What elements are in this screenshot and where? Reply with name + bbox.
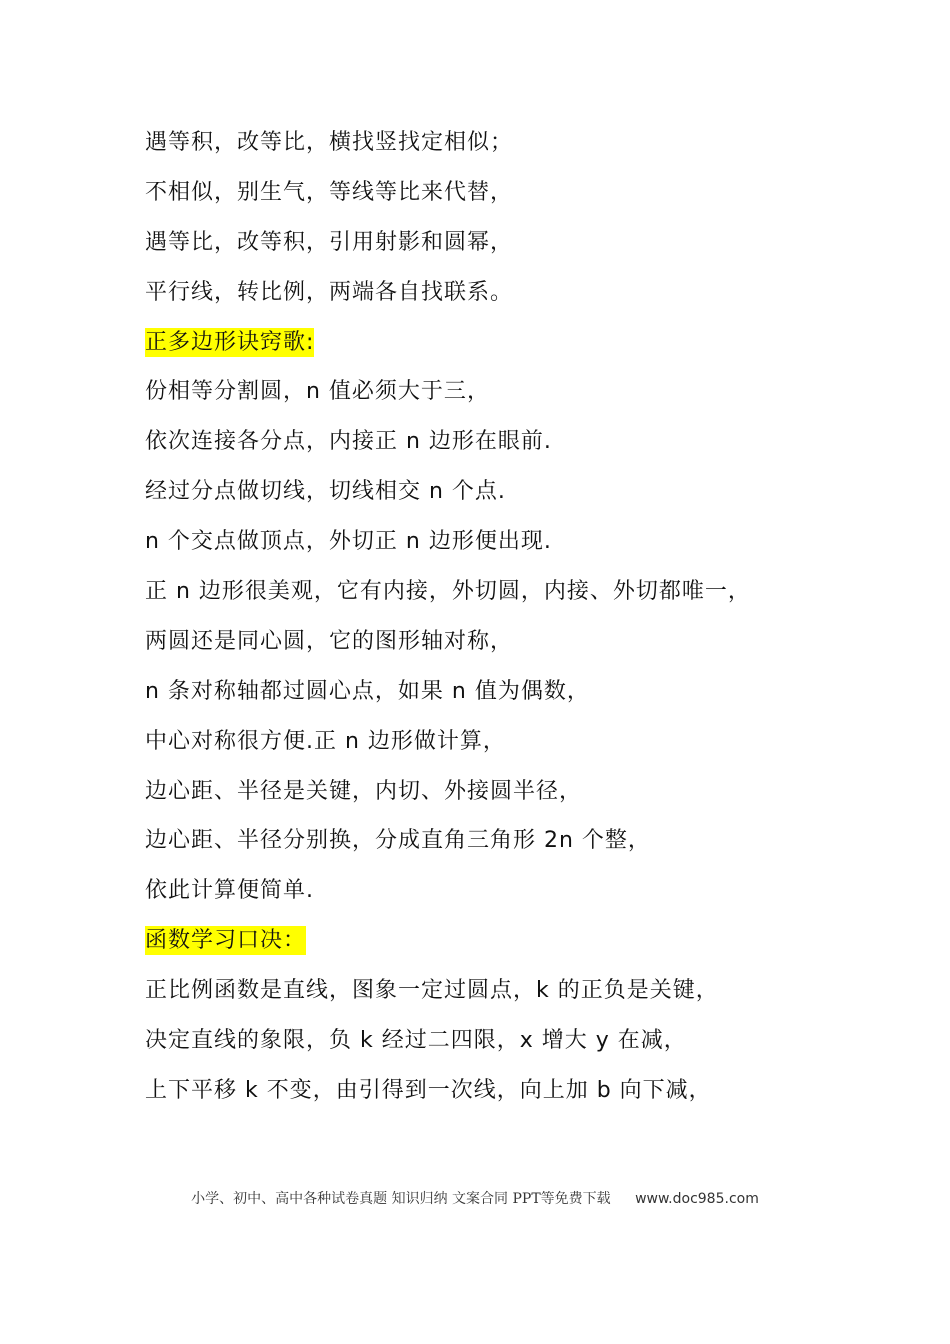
text-line: 依此计算便简单. [145,878,314,904]
text-line: 决定直线的象限，负 k 经过二四限，x 增大 y 在减， [145,1028,687,1054]
text-line: n 条对称轴都过圆心点，如果 n 值为偶数， [145,678,590,704]
text-line: n 个交点做顶点，外切正 n 边形便出现. [145,529,552,555]
text-line: 两圆还是同心圆，它的图形轴对称， [145,628,514,654]
text-line: 上下平移 k 不变，由引得到一次线，向上加 b 向下减， [145,1077,712,1103]
page-footer [0,1188,950,1208]
text-line: 平行线，转比例，两端各自找联系。 [145,279,514,305]
text-line: 依次连接各分点，内接正 n 边形在眼前. [145,429,552,455]
section-heading-polygon [145,318,845,368]
footer-url[interactable]: www.doc985.com [635,1191,759,1207]
highlighted-heading-text: 函数学习口决： [145,928,307,954]
text-line: 遇等比，改等积，引用射影和圆幂， [145,229,514,255]
text-line: 遇等积，改等比，横找竖找定相似； [145,130,514,155]
text-line: 份相等分割圆，n 值必须大于三， [145,379,490,405]
text-line: 不相似，别生气，等线等比来代替， [145,179,514,205]
text-line: 正比例函数是直线，图象一定过圆点，k 的正负是关键， [145,978,719,1004]
text-line: 中心对称很方便.正 n 边形做计算， [145,728,506,754]
text-line: 边心距、半径分别换，分成直角三角形 2n 个整， [145,828,651,854]
document-body [145,118,845,1116]
text-line: 经过分点做切线，切线相交 n 个点. [145,479,506,505]
section-heading-function [145,916,845,966]
highlighted-heading-text: 正多边形诀窍歌: [145,329,315,355]
text-line: 边心距、半径是关键，内切、外接圆半径， [145,778,583,804]
footer-text: 小学、初中、高中各种试卷真题 知识归纳 文案合同 PPT等免费下载 [191,1191,611,1207]
text-line: 正 n 边形很美观，它有内接，外切圆，内接、外切都唯一， [145,579,751,605]
